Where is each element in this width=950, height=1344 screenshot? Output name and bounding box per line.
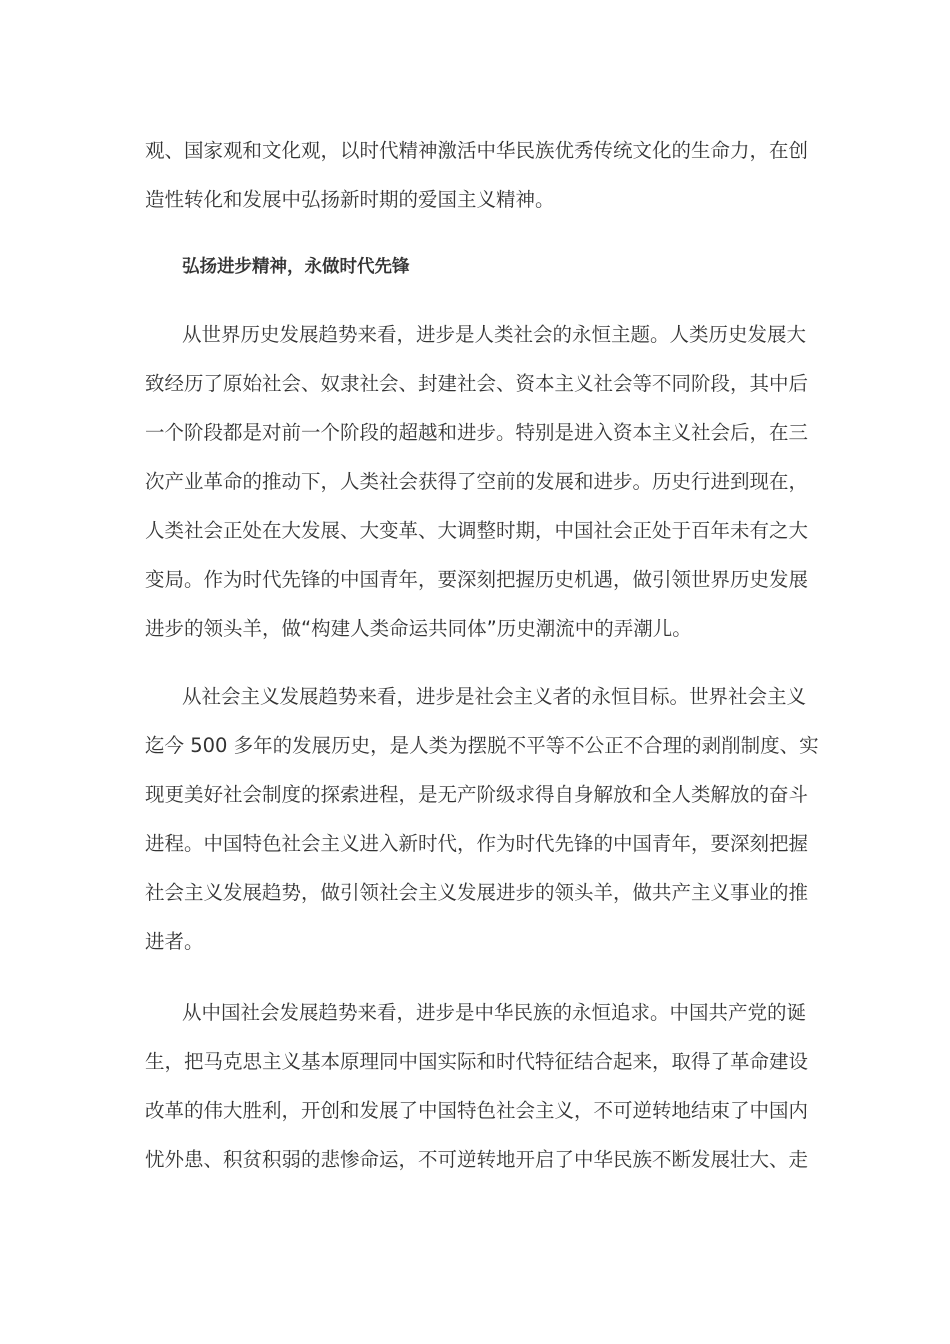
paragraph-3-line: 生，把马克思主义基本原理同中国实际和时代特征结合起来，取得了革命建设 — [145, 1050, 809, 1073]
paragraph-2-line: 进程。中国特色社会主义进入新时代，作为时代先锋的中国青年，要深刻把握 — [145, 832, 809, 855]
paragraph-1-line: 致经历了原始社会、奴隶社会、封建社会、资本主义社会等不同阶段，其中后 — [145, 372, 809, 395]
paragraph-2-line: 从社会主义发展趋势来看，进步是社会主义者的永恒目标。世界社会主义 — [182, 685, 807, 708]
section-heading: 弘扬进步精神，永做时代先锋 — [182, 257, 410, 277]
paragraph-1-line: 变局。作为时代先锋的中国青年，要深刻把握历史机遇，做引领世界历史发展 — [145, 568, 809, 591]
paragraph-2-line: 迄今 500 多年的发展历史，是人类为摆脱不平等不公正不合理的剥削制度、实 — [145, 734, 819, 757]
paragraph-1-line: 次产业革命的推动下，人类社会获得了空前的发展和进步。历史行进到现在， — [145, 470, 809, 493]
paragraph-1-line: 进步的领头羊，做“构建人类命运共同体”历史潮流中的弄潮儿。 — [145, 617, 692, 640]
paragraph-3-line: 忧外患、积贫积弱的悲惨命运，不可逆转地开启了中华民族不断发展壮大、走 — [145, 1148, 809, 1171]
paragraph-2-line: 社会主义发展趋势，做引领社会主义发展进步的领头羊，做共产主义事业的推 — [145, 881, 809, 904]
paragraph-1-line: 一个阶段都是对前一个阶段的超越和进步。特别是进入资本主义社会后，在三 — [145, 421, 809, 444]
intro-paragraph-line: 造性转化和发展中弘扬新时期的爱国主义精神。 — [145, 188, 555, 211]
paragraph-3-line: 从中国社会发展趋势来看，进步是中华民族的永恒追求。中国共产党的诞 — [182, 1001, 807, 1024]
paragraph-1-line: 人类社会正处在大发展、大变革、大调整时期，中国社会正处于百年未有之大 — [145, 519, 809, 542]
paragraph-1-line: 从世界历史发展趋势来看，进步是人类社会的永恒主题。人类历史发展大 — [182, 323, 807, 346]
intro-paragraph-line: 观、国家观和文化观，以时代精神激活中华民族优秀传统文化的生命力，在创 — [145, 139, 809, 162]
paragraph-2-line: 现更美好社会制度的探索进程，是无产阶级求得自身解放和全人类解放的奋斗 — [145, 783, 809, 806]
paragraph-3-line: 改革的伟大胜利，开创和发展了中国特色社会主义，不可逆转地结束了中国内 — [145, 1099, 809, 1122]
paragraph-2-line: 进者。 — [145, 930, 204, 953]
